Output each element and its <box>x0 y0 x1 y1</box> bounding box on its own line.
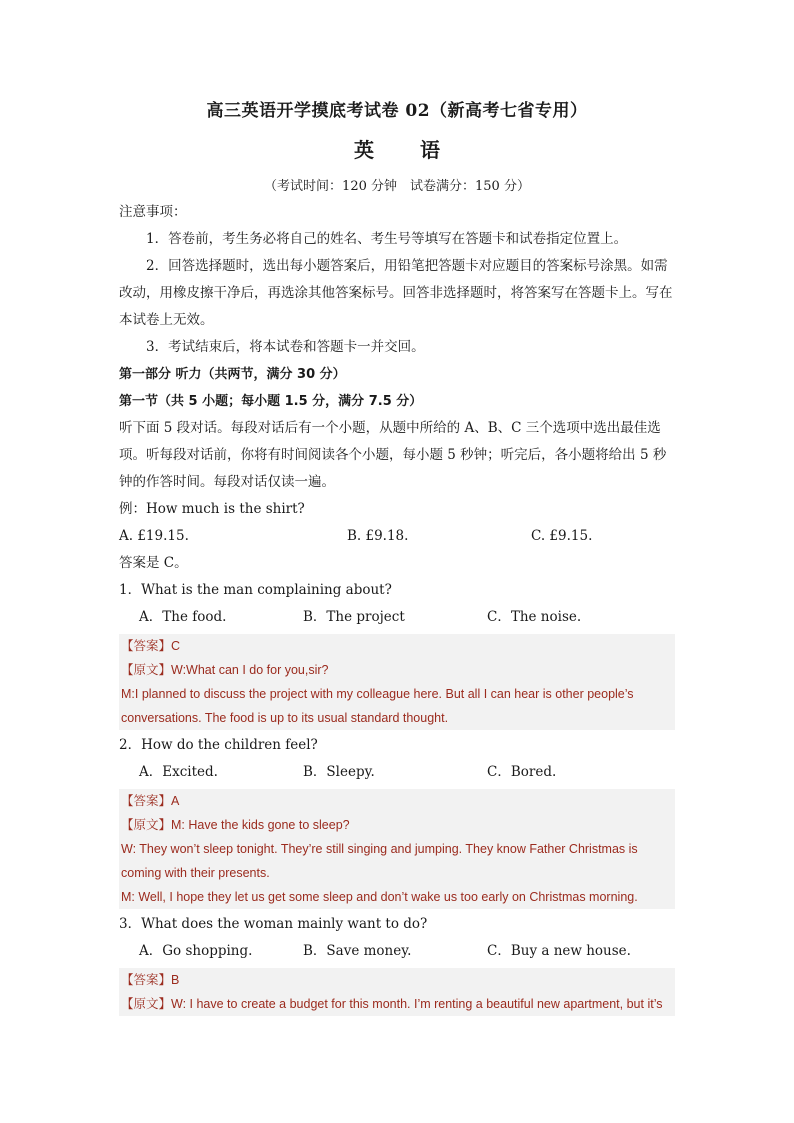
question-1: 1．What is the man complaining about? <box>119 582 392 598</box>
example-option-a: A. £19.15. <box>119 528 189 544</box>
q2-script-line-3: M: Well, I hope they let us get some sleep and don’t wake us too early on Christmas morning. <box>121 890 638 904</box>
question-1-options <box>119 604 675 631</box>
q2-answer-block <box>119 789 675 909</box>
q3-answer: 【答案】B <box>121 972 180 987</box>
question-2: 2．How do the children feel? <box>119 737 318 753</box>
notice-item-1: 1．答卷前，考生务必将自己的姓名、考生号等填写在答题卡和试卷指定位置上。 <box>146 231 628 247</box>
exam-time-info: （考试时间：120 分钟 试卷满分：150 分） <box>264 179 530 194</box>
q1-option-a: A．The food. <box>139 609 227 625</box>
question-2-options <box>119 759 675 786</box>
q3-answer-block <box>119 968 675 1016</box>
q2-script-line-1: 【原文】M: Have the kids gone to sleep? <box>121 817 350 832</box>
q3-option-b: B．Save money. <box>303 943 412 959</box>
notice-item-3: 3．考试结束后，将本试卷和答题卡一并交回。 <box>146 339 425 355</box>
example-answer: 答案是 C。 <box>119 555 188 571</box>
listening-instructions: 听下面 5 段对话。每段对话后有一个小题，从题中所给的 A、B、C 三个选项中选出最佳选项。听每段对话前，你将有时间阅读各个小题，每小题 5 秒钟；听完后，各小题将给出 5 秒钟的作答时间。每段对话仅读一遍。 <box>119 420 667 490</box>
example-options <box>119 523 675 550</box>
question-3: 3．What does the woman mainly want to do? <box>119 916 428 932</box>
example-option-c: C. £9.15. <box>531 528 593 544</box>
section1-heading: 第一节（共 5 小题；每小题 1.5 分，满分 7.5 分） <box>119 394 423 409</box>
exam-title: 高三英语开学摸底考试卷 02（新高考七省专用） <box>206 101 588 121</box>
part1-heading: 第一部分 听力（共两节，满分 30 分） <box>119 367 346 382</box>
question-3-options <box>119 938 675 965</box>
q1-answer-block <box>119 634 675 730</box>
q1-script-line-2: M:I planned to discuss the project with my colleague here. But all I can hear is other people’s conversations. The food is up to its usual standard thought. <box>121 687 634 725</box>
notice-heading: 注意事项： <box>119 204 187 220</box>
q2-script-line-2: W: They won’t sleep tonight. They’re still singing and jumping. They know Father Christmas is coming with their presents. <box>121 842 638 880</box>
q3-option-a: A．Go shopping. <box>139 943 253 959</box>
q2-option-b: B．Sleepy. <box>303 764 375 780</box>
q1-answer: 【答案】C <box>121 638 181 653</box>
q3-option-c: C．Buy a new house. <box>487 943 631 959</box>
subject-char-1: 英 <box>354 138 374 162</box>
q2-option-a: A．Excited. <box>139 764 218 780</box>
exam-content <box>119 199 675 1018</box>
q2-answer: 【答案】A <box>121 793 180 808</box>
q1-option-b: B．The project <box>303 609 405 625</box>
subject-char-2: 语 <box>420 138 440 162</box>
example-option-b: B. £9.18. <box>347 528 409 544</box>
q2-option-c: C．Bored. <box>487 764 557 780</box>
q3-script-line-1: 【原文】W: I have to create a budget for this month. I’m renting a beautiful new apartment, but it’s <box>121 996 663 1011</box>
example-question: 例：How much is the shirt? <box>119 501 305 517</box>
notice-item-2: 2．回答选择题时，选出每小题答案后，用铅笔把答题卡对应题目的答案标号涂黑。如需改动，用橡皮擦干净后，再选涂其他答案标号。回答非选择题时，将答案写在答题卡上。写在本试卷上无效。 <box>119 258 673 328</box>
q1-option-c: C．The noise. <box>487 609 582 625</box>
q1-script-line-1: 【原文】W:What can I do for you,sir? <box>121 662 329 677</box>
subject-heading <box>0 134 794 163</box>
